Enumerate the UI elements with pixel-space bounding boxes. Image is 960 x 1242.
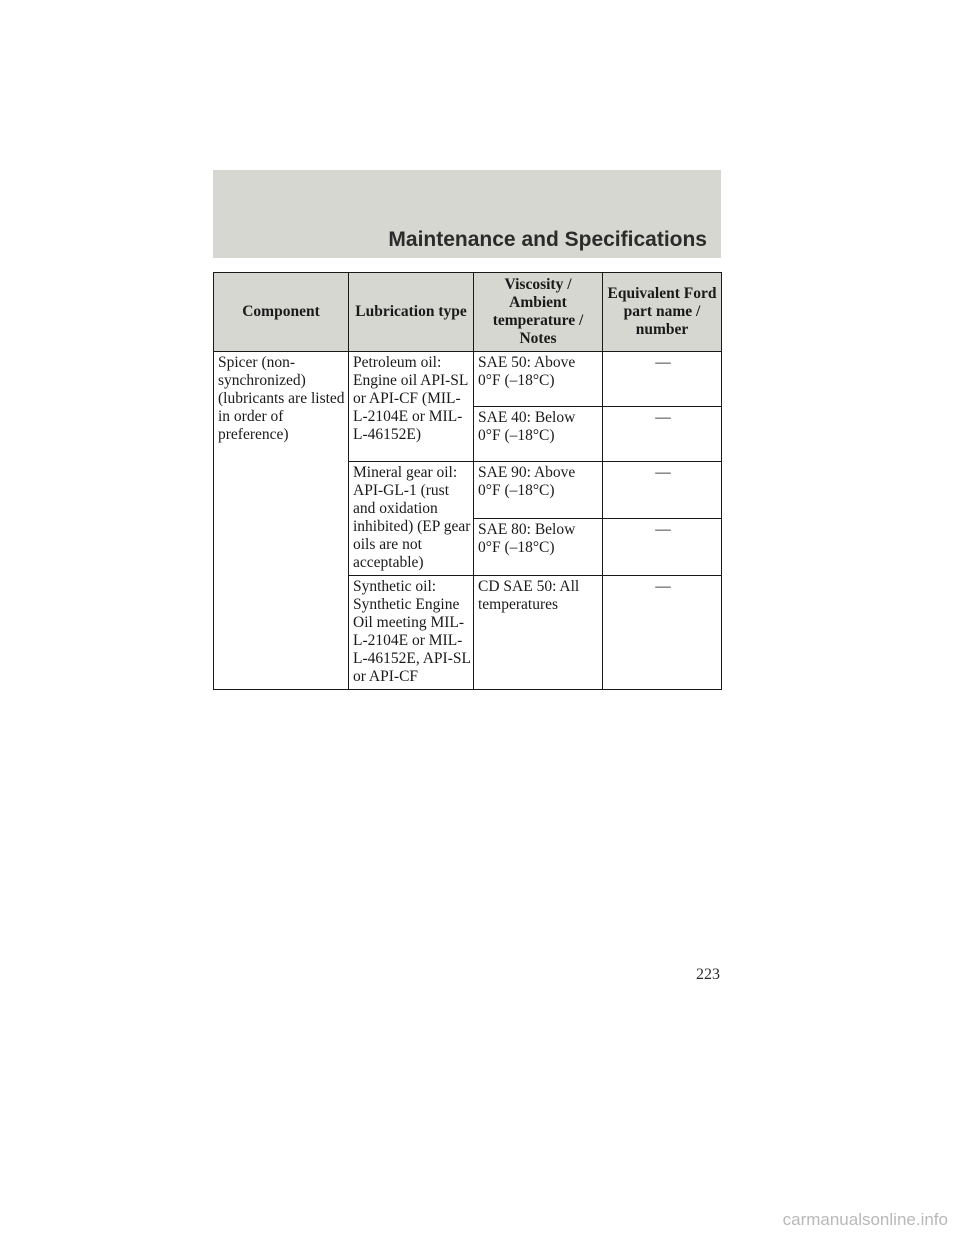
section-title: Maintenance and Specifications — [388, 228, 707, 251]
viscosity-cell: CD SAE 50: All temperatures — [474, 576, 603, 690]
ford-part-cell: — — [603, 576, 722, 690]
lubrication-type-cell: Petroleum oil: Engine oil API-SL or API-CF (MIL-L-2104E or MIL-L-46152E) — [349, 352, 474, 462]
table-row — [214, 352, 722, 407]
component-cell: Spicer (non-synchronized) (lubricants are listed in order of preference) — [214, 352, 349, 690]
column-header-viscosity: Viscosity / Ambient temperature / Notes — [474, 273, 603, 352]
column-header-ford-part: Equivalent Ford part name / number — [603, 273, 722, 352]
table-header-row — [214, 273, 722, 352]
site-watermark: carmanualsonline.info — [782, 1210, 948, 1229]
lubrication-type-cell: Mineral gear oil: API-GL-1 (rust and oxidation inhibited) (EP gear oils are not acceptable) — [349, 462, 474, 576]
lubricant-spec-table — [213, 272, 722, 690]
section-header — [213, 170, 721, 258]
page-number: 223 — [696, 966, 720, 983]
ford-part-cell: — — [603, 519, 722, 576]
viscosity-cell: SAE 80: Below 0°F (–18°C) — [474, 519, 603, 576]
viscosity-cell: SAE 40: Below 0°F (–18°C) — [474, 407, 603, 462]
ford-part-cell: — — [603, 407, 722, 462]
column-header-lubrication-type: Lubrication type — [349, 273, 474, 352]
ford-part-cell: — — [603, 462, 722, 519]
viscosity-cell: SAE 90: Above 0°F (–18°C) — [474, 462, 603, 519]
viscosity-cell: SAE 50: Above 0°F (–18°C) — [474, 352, 603, 407]
column-header-component: Component — [214, 273, 349, 352]
ford-part-cell: — — [603, 352, 722, 407]
lubrication-type-cell: Synthetic oil: Synthetic Engine Oil meeting MIL-L-2104E or MIL-L-46152E, API-SL or API-CF — [349, 576, 474, 690]
